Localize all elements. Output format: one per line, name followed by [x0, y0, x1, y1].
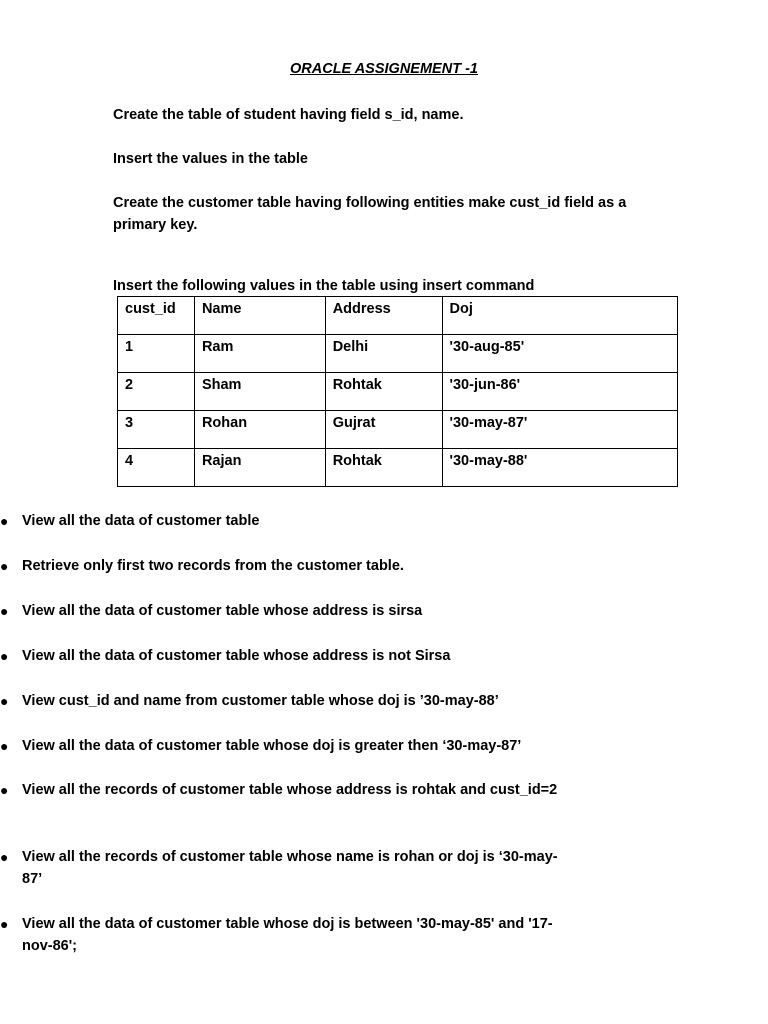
table-row	[118, 449, 678, 487]
bullet-icon: ●	[0, 603, 9, 619]
list-item	[0, 600, 560, 622]
table-cell: Rajan	[194, 449, 325, 487]
table-row	[118, 335, 678, 373]
table-cell: '30-may-87'	[442, 411, 677, 449]
bullet-icon: ●	[0, 916, 9, 932]
customer-table	[117, 296, 678, 487]
bullet-icon: ●	[0, 513, 9, 529]
list-item	[0, 690, 560, 712]
table-cell: 4	[118, 449, 195, 487]
task-text: View all the data of customer table whose doj is greater then ‘30-may-87’	[22, 738, 522, 754]
column-header: cust_id	[118, 297, 195, 335]
document-title: ORACLE ASSIGNEMENT -1	[290, 61, 478, 77]
table-cell: Sham	[194, 373, 325, 411]
column-header: Address	[325, 297, 442, 335]
bullet-icon: ●	[0, 782, 9, 798]
instruction-create-student: Create the table of student having field s_id, name.	[113, 107, 464, 123]
task-text: View all the records of customer table whose address is rohtak and cust_id=2	[22, 782, 558, 798]
bullet-icon: ●	[0, 849, 9, 865]
task-text: View all the data of customer table	[22, 513, 260, 529]
table-cell: 3	[118, 411, 195, 449]
table-cell: 1	[118, 335, 195, 373]
table-cell: Rohtak	[325, 449, 442, 487]
table-cell: Delhi	[325, 335, 442, 373]
table-cell: '30-may-88'	[442, 449, 677, 487]
bullet-icon: ●	[0, 738, 9, 754]
bullet-icon: ●	[0, 693, 9, 709]
table-cell: Gujrat	[325, 411, 442, 449]
bullet-icon: ●	[0, 558, 9, 574]
list-item	[0, 510, 560, 532]
table-cell: Rohtak	[325, 373, 442, 411]
list-item	[0, 779, 560, 801]
column-header: Name	[194, 297, 325, 335]
table-cell: '30-aug-85'	[442, 335, 677, 373]
task-text: Retrieve only first two records from the customer table.	[22, 558, 404, 574]
table-cell: '30-jun-86'	[442, 373, 677, 411]
list-item	[0, 846, 560, 890]
task-text: View all the data of customer table whose doj is between '30-may-85' and '17-nov-86';	[22, 916, 553, 954]
task-text: View all the records of customer table whose name is rohan or doj is ‘30-may-87’	[22, 849, 558, 887]
table-cell: 2	[118, 373, 195, 411]
instruction-insert-customer: Insert the following values in the table using insert command	[113, 278, 535, 294]
instruction-create-customer: Create the customer table having following entities make cust_id field as a primary key.	[113, 195, 627, 233]
instruction-insert-values: Insert the values in the table	[113, 151, 308, 167]
column-header: Doj	[442, 297, 677, 335]
list-item	[0, 735, 560, 757]
table-row	[118, 411, 678, 449]
list-item	[0, 913, 560, 957]
table-cell: Rohan	[194, 411, 325, 449]
list-item	[0, 555, 560, 577]
table-cell: Ram	[194, 335, 325, 373]
table-header-row	[118, 297, 678, 335]
task-text: View cust_id and name from customer table whose doj is ’30-may-88’	[22, 693, 499, 709]
task-text: View all the data of customer table whose address is sirsa	[22, 603, 423, 619]
list-item	[0, 645, 560, 667]
bullet-icon: ●	[0, 648, 9, 664]
task-text: View all the data of customer table whose address is not Sirsa	[22, 648, 451, 664]
table-row	[118, 373, 678, 411]
